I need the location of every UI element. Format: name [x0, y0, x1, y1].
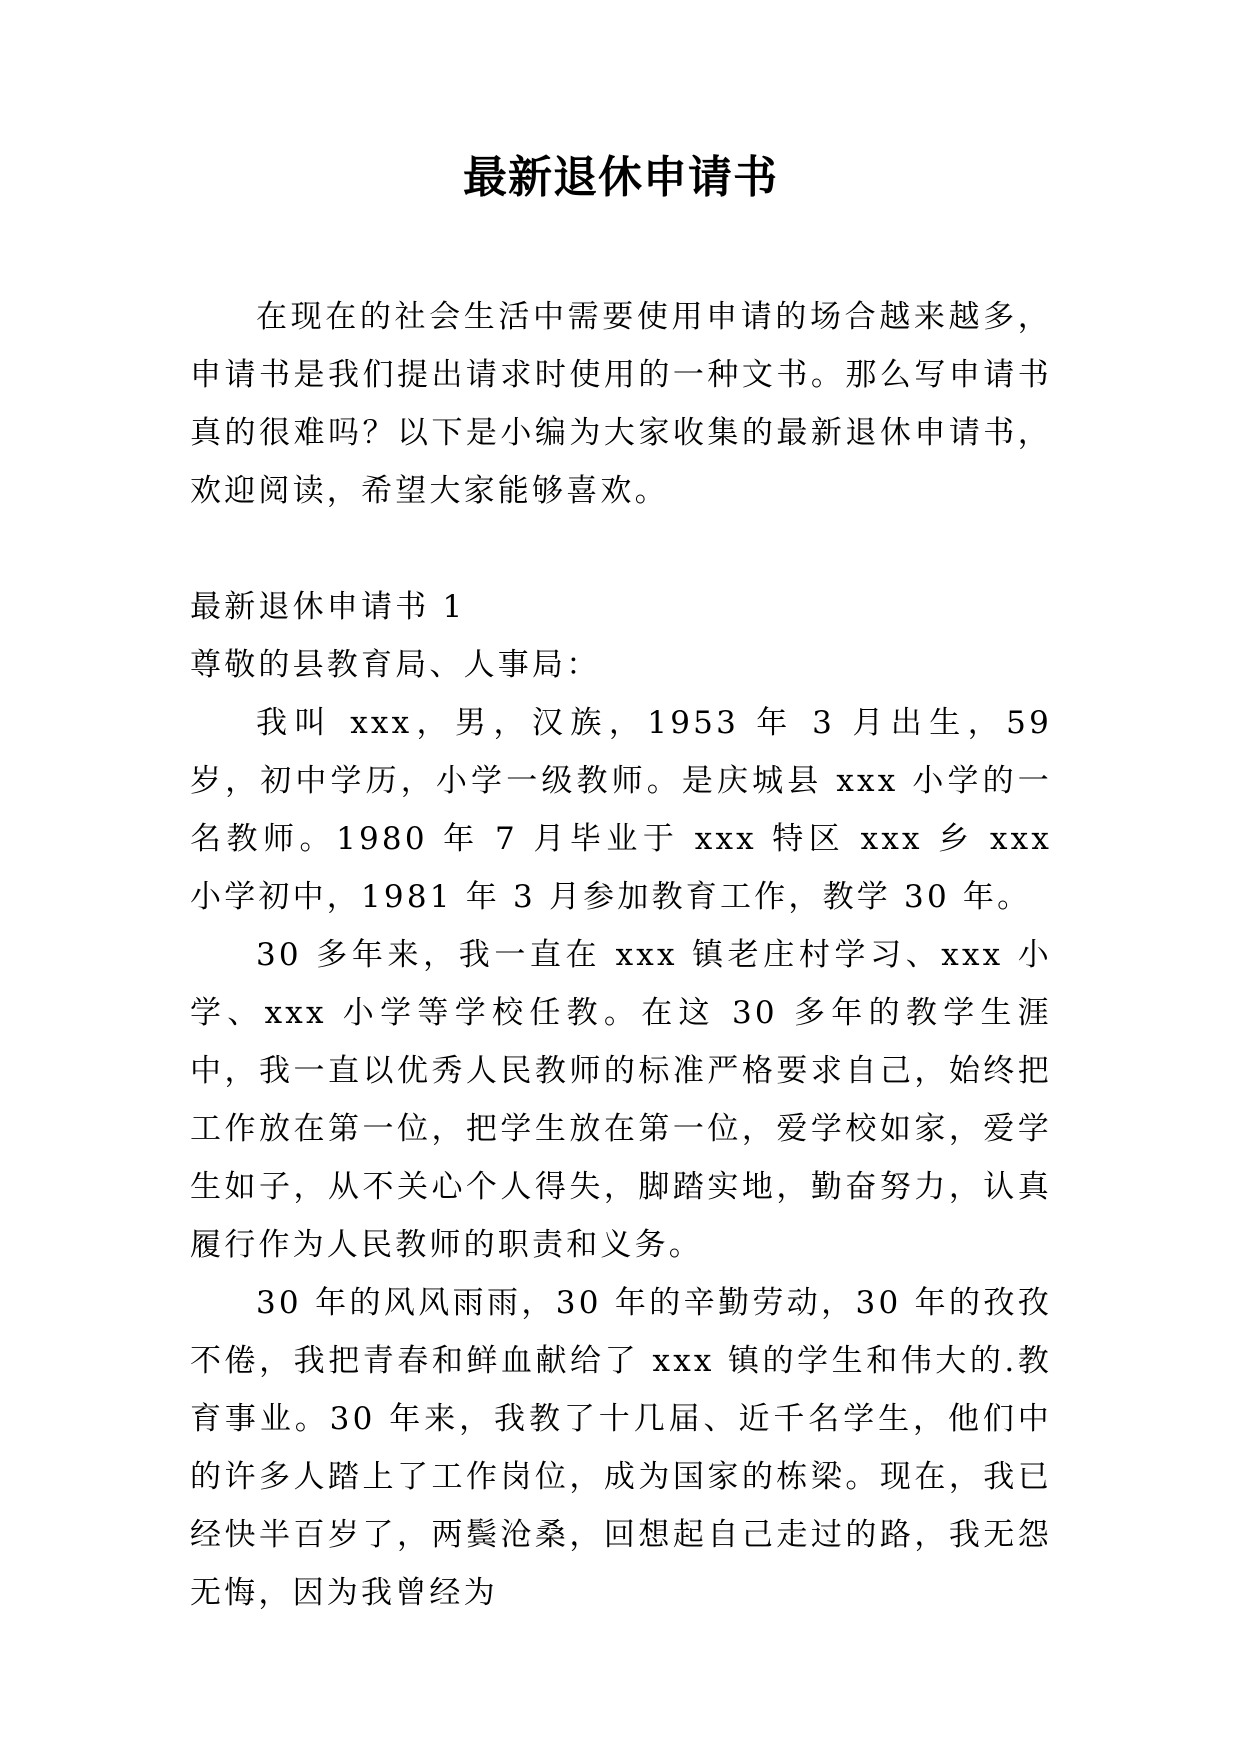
intro-block — [190, 288, 1052, 520]
letter-salutation: 尊敬的县教育局、人事局： — [190, 647, 601, 683]
letter-paragraph-2: 30 多年来，我一直在 xxx 镇老庄村学习、xxx 小学、xxx 小学等学校任教。在这 30 多年的教学生涯中，我一直以优秀人民教师的标准严格要求自己，始终把工作放在第一位，把学生放在第一位，爱学校如家，爱学生如子，从不关心个人得失，脚踏实地，勤奋努力，认真履行作为人民教师的职责和义务。 — [190, 937, 1052, 1263]
letter-paragraph-3: 30 年的风风雨雨，30 年的辛勤劳动，30 年的孜孜不倦，我把青春和鲜血献给了 xxx 镇的学生和伟大的.教育事业。30 年来，我教了十几届、近千名学生，他们中的许多人踏上了工作岗位，成为国家的栋梁。现在，我已经快半百岁了，两鬓沧桑，回想起自己走过的路，我无怨无悔，因为我曾经为 — [190, 1285, 1052, 1611]
letter-section — [190, 578, 1052, 1622]
section-heading: 最新退休申请书 1 — [190, 589, 466, 625]
intro-paragraph: 在现在的社会生活中需要使用申请的场合越来越多，申请书是我们提出请求时使用的一种文书。那么写申请书真的很难吗？以下是小编为大家收集的最新退休申请书，欢迎阅读，希望大家能够喜欢。 — [190, 299, 1052, 509]
letter-paragraph-1: 我叫 xxx，男，汉族，1953 年 3 月出生，59 岁，初中学历，小学一级教师。是庆城县 xxx 小学的一名教师。1980 年 7 月毕业于 xxx 特区 xxx 乡 xxx 小学初中，1981 年 3 月参加教育工作，教学 30 年。 — [190, 705, 1052, 915]
document-title: 最新退休申请书 — [463, 152, 778, 203]
